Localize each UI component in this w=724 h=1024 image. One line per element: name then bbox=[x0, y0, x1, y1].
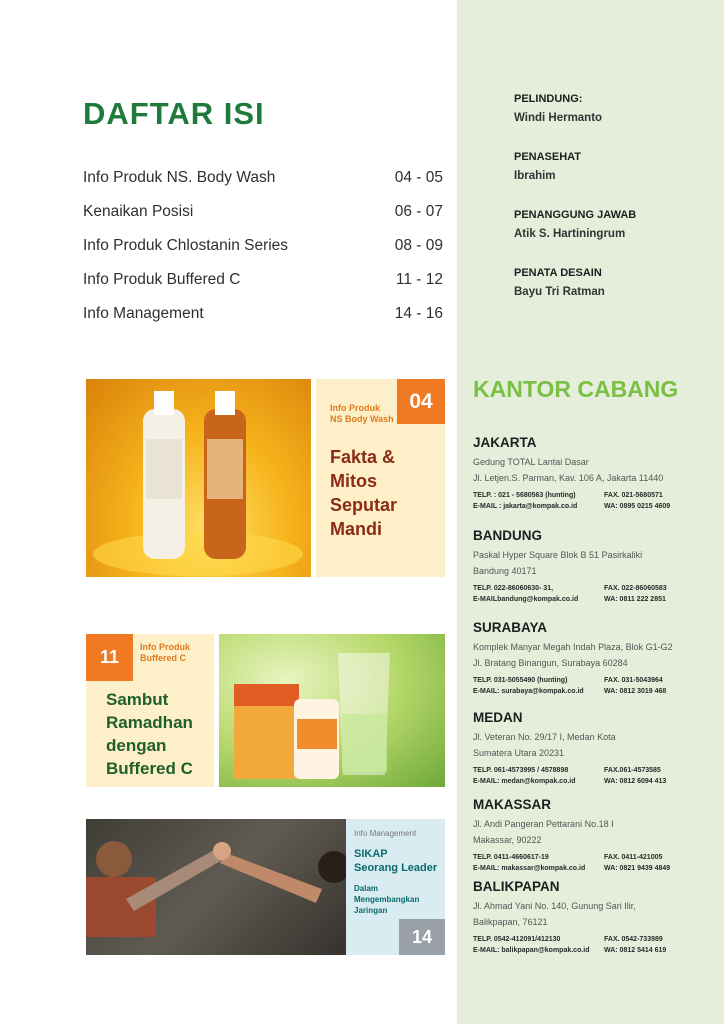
branch-email[interactable]: E-MAIL: balikpapan@kompak.co.id bbox=[473, 947, 590, 954]
toc-item[interactable] bbox=[83, 203, 443, 225]
toc-item[interactable] bbox=[83, 237, 443, 259]
branch-email[interactable]: E-MAIL: medan@kompak.co.id bbox=[473, 778, 576, 785]
branch-email[interactable]: E-MAIL: makassar@kompak.co.id bbox=[473, 865, 586, 872]
page-number-badge: 04 bbox=[397, 379, 445, 424]
branch-email[interactable]: E-MAILbandung@kompak.co.id bbox=[473, 596, 579, 603]
feature-headline: Fakta & Mitos Seputar Mandi bbox=[330, 447, 398, 539]
toc-item-label: Info Produk Chlostanin Series bbox=[83, 237, 289, 254]
high-five-illustration bbox=[86, 819, 346, 955]
staff-role: PELINDUNG: bbox=[514, 93, 583, 105]
branch-city: JAKARTA bbox=[473, 435, 537, 450]
branch-city: MEDAN bbox=[473, 710, 523, 725]
branch-email[interactable]: E-MAIL: surabaya@kompak.co.id bbox=[473, 688, 584, 695]
branch-makassar bbox=[473, 797, 713, 876]
branch-fax: FAX. 022-86060583 bbox=[604, 585, 667, 592]
toc-item-label: Info Management bbox=[83, 305, 204, 322]
buffered-c-product-illustration bbox=[219, 634, 445, 787]
toc-item-pages: 14 - 16 bbox=[394, 305, 443, 322]
branch-wa: WA: 0812 3019 468 bbox=[604, 688, 667, 695]
feature-headline: Sambut Ramadhan dengan Buffered C bbox=[106, 690, 193, 778]
staff-entry bbox=[514, 267, 605, 298]
page-number-badge: 14 bbox=[399, 919, 445, 955]
branch-address-line: Jl. Letjen.S. Parman, Kav. 106 A, Jakarta 11440 bbox=[473, 473, 664, 483]
branch-bandung bbox=[473, 528, 713, 607]
staff-role: PENANGGUNG JAWAB bbox=[514, 209, 637, 221]
branch-telp: TELP. 031-5055490 (hunting) bbox=[473, 677, 568, 684]
branch-telp: TELP. : 021 - 5680563 (hunting) bbox=[473, 492, 576, 499]
branch-address-line: Komplek Manyar Megah Indah Plaza, Blok G1-G2 bbox=[473, 642, 673, 652]
branch-jakarta bbox=[473, 435, 713, 514]
branch-fax: FAX.061-4573585 bbox=[604, 767, 661, 774]
branch-city: MAKASSAR bbox=[473, 797, 552, 812]
buffered-c-photo bbox=[219, 634, 445, 787]
page-number-badge: 11 bbox=[86, 634, 133, 681]
branch-surabaya bbox=[473, 620, 713, 699]
branch-fax: FAX. 031-5043964 bbox=[604, 677, 663, 684]
branch-address-line: Balikpapan, 76121 bbox=[473, 917, 548, 927]
feature-card-buffered-c[interactable] bbox=[86, 634, 445, 787]
branch-balikpapan bbox=[473, 879, 713, 958]
branch-wa: WA: 0812 6094 413 bbox=[604, 778, 667, 785]
feature-tag: Info Management bbox=[354, 829, 417, 838]
branch-wa: WA: 0811 222 2851 bbox=[604, 596, 666, 603]
kantor-cabang-title: KANTOR CABANG bbox=[473, 376, 679, 402]
toc-item[interactable] bbox=[83, 305, 443, 327]
toc-item-pages: 06 - 07 bbox=[394, 203, 443, 220]
toc-item[interactable] bbox=[83, 271, 443, 293]
branch-medan bbox=[473, 710, 713, 789]
branch-telp: TELP. 022-86060630- 31, bbox=[473, 585, 554, 592]
branch-address-line: Sumatera Utara 20231 bbox=[473, 748, 565, 758]
branch-fax: FAX. 021-5680571 bbox=[604, 492, 663, 499]
branch-telp: TELP. 061-4573995 / 4578898 bbox=[473, 767, 569, 774]
branch-city: BANDUNG bbox=[473, 528, 542, 543]
body-wash-photo bbox=[86, 379, 311, 577]
body-wash-bottles-illustration bbox=[86, 379, 311, 577]
branch-fax: FAX. 0411-421005 bbox=[604, 854, 663, 861]
branch-address-line: Paskal Hyper Square Blok B 51 Pasirkaliki bbox=[473, 550, 643, 560]
toc-item-pages: 11 - 12 bbox=[395, 271, 443, 288]
feature-headline: SIKAP Seorang Leader bbox=[354, 848, 438, 874]
branch-telp: TELP. 0411-4660617-19 bbox=[473, 854, 549, 861]
feature-subhead: Dalam Mengembangkan Jaringan bbox=[354, 884, 420, 915]
toc-item-label: Kenaikan Posisi bbox=[83, 203, 194, 220]
branch-city: SURABAYA bbox=[473, 620, 548, 635]
staff-role: PENASEHAT bbox=[514, 151, 582, 163]
staff-name: Windi Hermanto bbox=[514, 112, 603, 124]
staff-entry bbox=[514, 151, 581, 182]
toc-title: DAFTAR ISI bbox=[83, 96, 265, 131]
toc-item[interactable] bbox=[83, 169, 443, 191]
branch-city: BALIKPAPAN bbox=[473, 879, 560, 894]
branch-address-line: Jl. Andi Pangeran Pettarani No.18 I bbox=[473, 819, 614, 829]
branch-email[interactable]: E-MAIL : jakarta@kompak.co.id bbox=[473, 503, 578, 510]
branch-wa: WA: 0821 9439 4849 bbox=[604, 865, 671, 872]
management-photo bbox=[86, 819, 346, 955]
branch-address-line: Jl. Bratang Binangun, Surabaya 60284 bbox=[473, 658, 628, 668]
feature-card-management[interactable] bbox=[86, 819, 445, 955]
branch-address-line: Gedung TOTAL Lantai Dasar bbox=[473, 457, 589, 467]
staff-role: PENATA DESAIN bbox=[514, 267, 602, 279]
branch-address-line: Bandung 40171 bbox=[473, 566, 537, 576]
branch-address-line: Jl. Veteran No. 29/17 I, Medan Kota bbox=[473, 732, 616, 742]
feature-tag: Info Produk NS Body Wash bbox=[330, 403, 394, 424]
staff-entry bbox=[514, 209, 636, 240]
toc-item-pages: 08 - 09 bbox=[394, 237, 443, 254]
staff-name: Atik S. Hartiningrum bbox=[514, 228, 626, 240]
branch-fax: FAX. 0542-733989 bbox=[604, 936, 663, 943]
staff-name: Ibrahim bbox=[514, 170, 556, 182]
branch-address-line: Makassar, 90222 bbox=[473, 835, 542, 845]
branch-telp: TELP. 0542-412091/412130 bbox=[473, 936, 561, 943]
toc-item-pages: 04 - 05 bbox=[394, 169, 443, 186]
toc-item-label: Info Produk NS. Body Wash bbox=[83, 169, 276, 186]
staff-name: Bayu Tri Ratman bbox=[514, 286, 605, 298]
branch-wa: WA: 0812 5414 619 bbox=[604, 947, 667, 954]
feature-card-body-wash[interactable] bbox=[86, 379, 445, 577]
staff-entry bbox=[514, 93, 602, 124]
toc-item-label: Info Produk Buffered C bbox=[83, 271, 241, 288]
feature-tag: Info Produk Buffered C bbox=[140, 642, 190, 663]
branch-address-line: Jl. Ahmad Yani No. 140, Gunung Sari Ilir, bbox=[473, 901, 636, 911]
branch-wa: WA: 0895 0215 4609 bbox=[604, 503, 671, 510]
